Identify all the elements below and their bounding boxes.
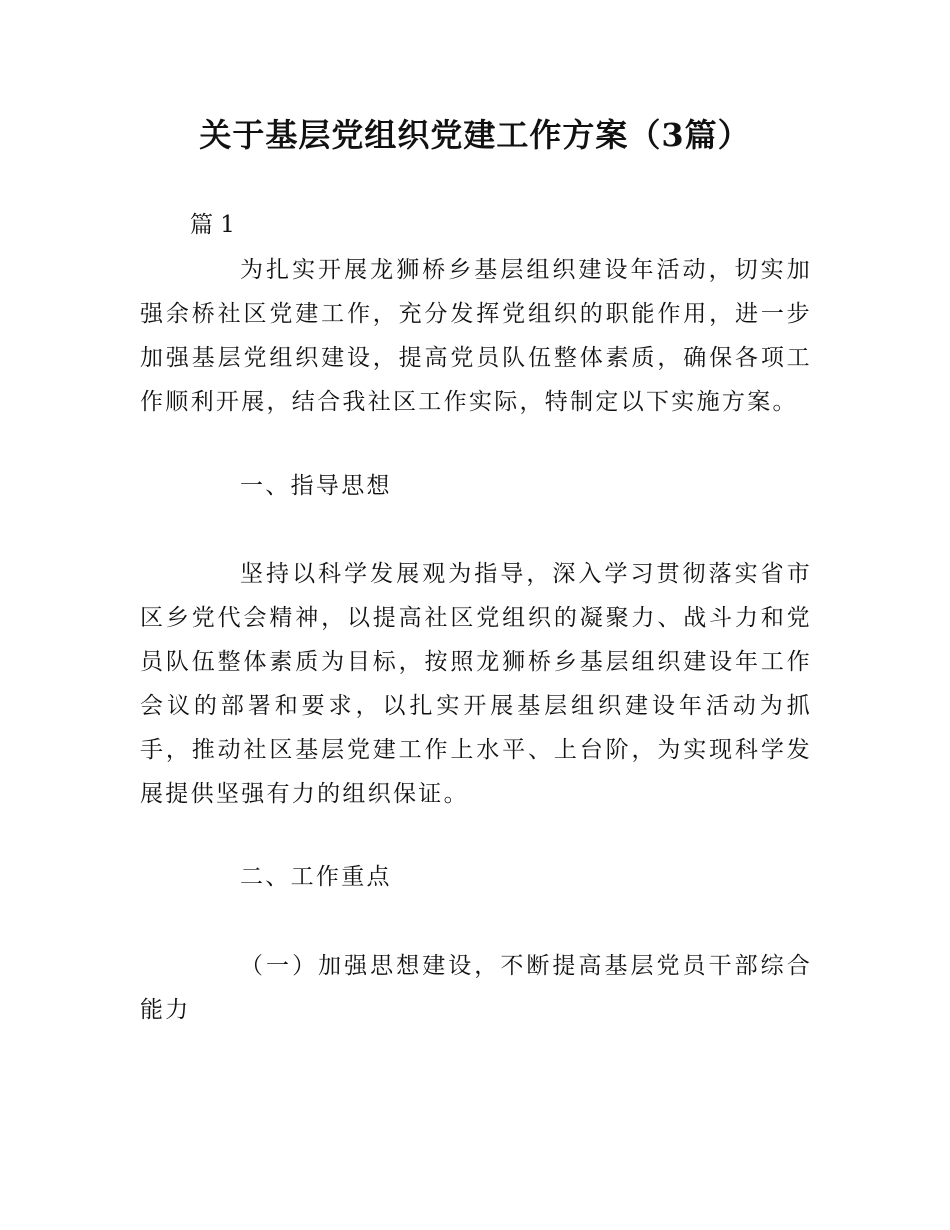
subsection-ideology-building: （一）加强思想建设，不断提高基层党员干部综合能力 xyxy=(140,953,812,1023)
document-title: 关于基层党组织党建工作方案（3篇） xyxy=(199,116,751,154)
section-heading-work-focus: 二、工作重点 xyxy=(240,864,392,890)
guiding-ideology-paragraph: 坚持以科学发展观为指导，深入学习贯彻落实省市区乡党代会精神，以提高社区党组织的凝聚力、战斗力和党员队伍整体素质为目标，按照龙狮桥乡基层组织建设年工作会议的部署和要求，以扎实开展基层组织建设年活动为抓手，推动社区基层党建工作上水平、上台阶，为实现科学发展提供坚强有力的组织保证。 xyxy=(140,561,812,807)
piece-label: 篇 1 xyxy=(190,212,235,238)
section-heading-guiding-ideology: 一、指导思想 xyxy=(240,473,392,499)
intro-paragraph: 为扎实开展龙狮桥乡基层组织建设年活动，切实加强余桥社区党建工作，充分发挥党组织的职能作用，进一步加强基层党组织建设，提高党员队伍整体素质，确保各项工作顺利开展，结合我社区工作实际，特制定以下实施方案。 xyxy=(140,257,812,415)
